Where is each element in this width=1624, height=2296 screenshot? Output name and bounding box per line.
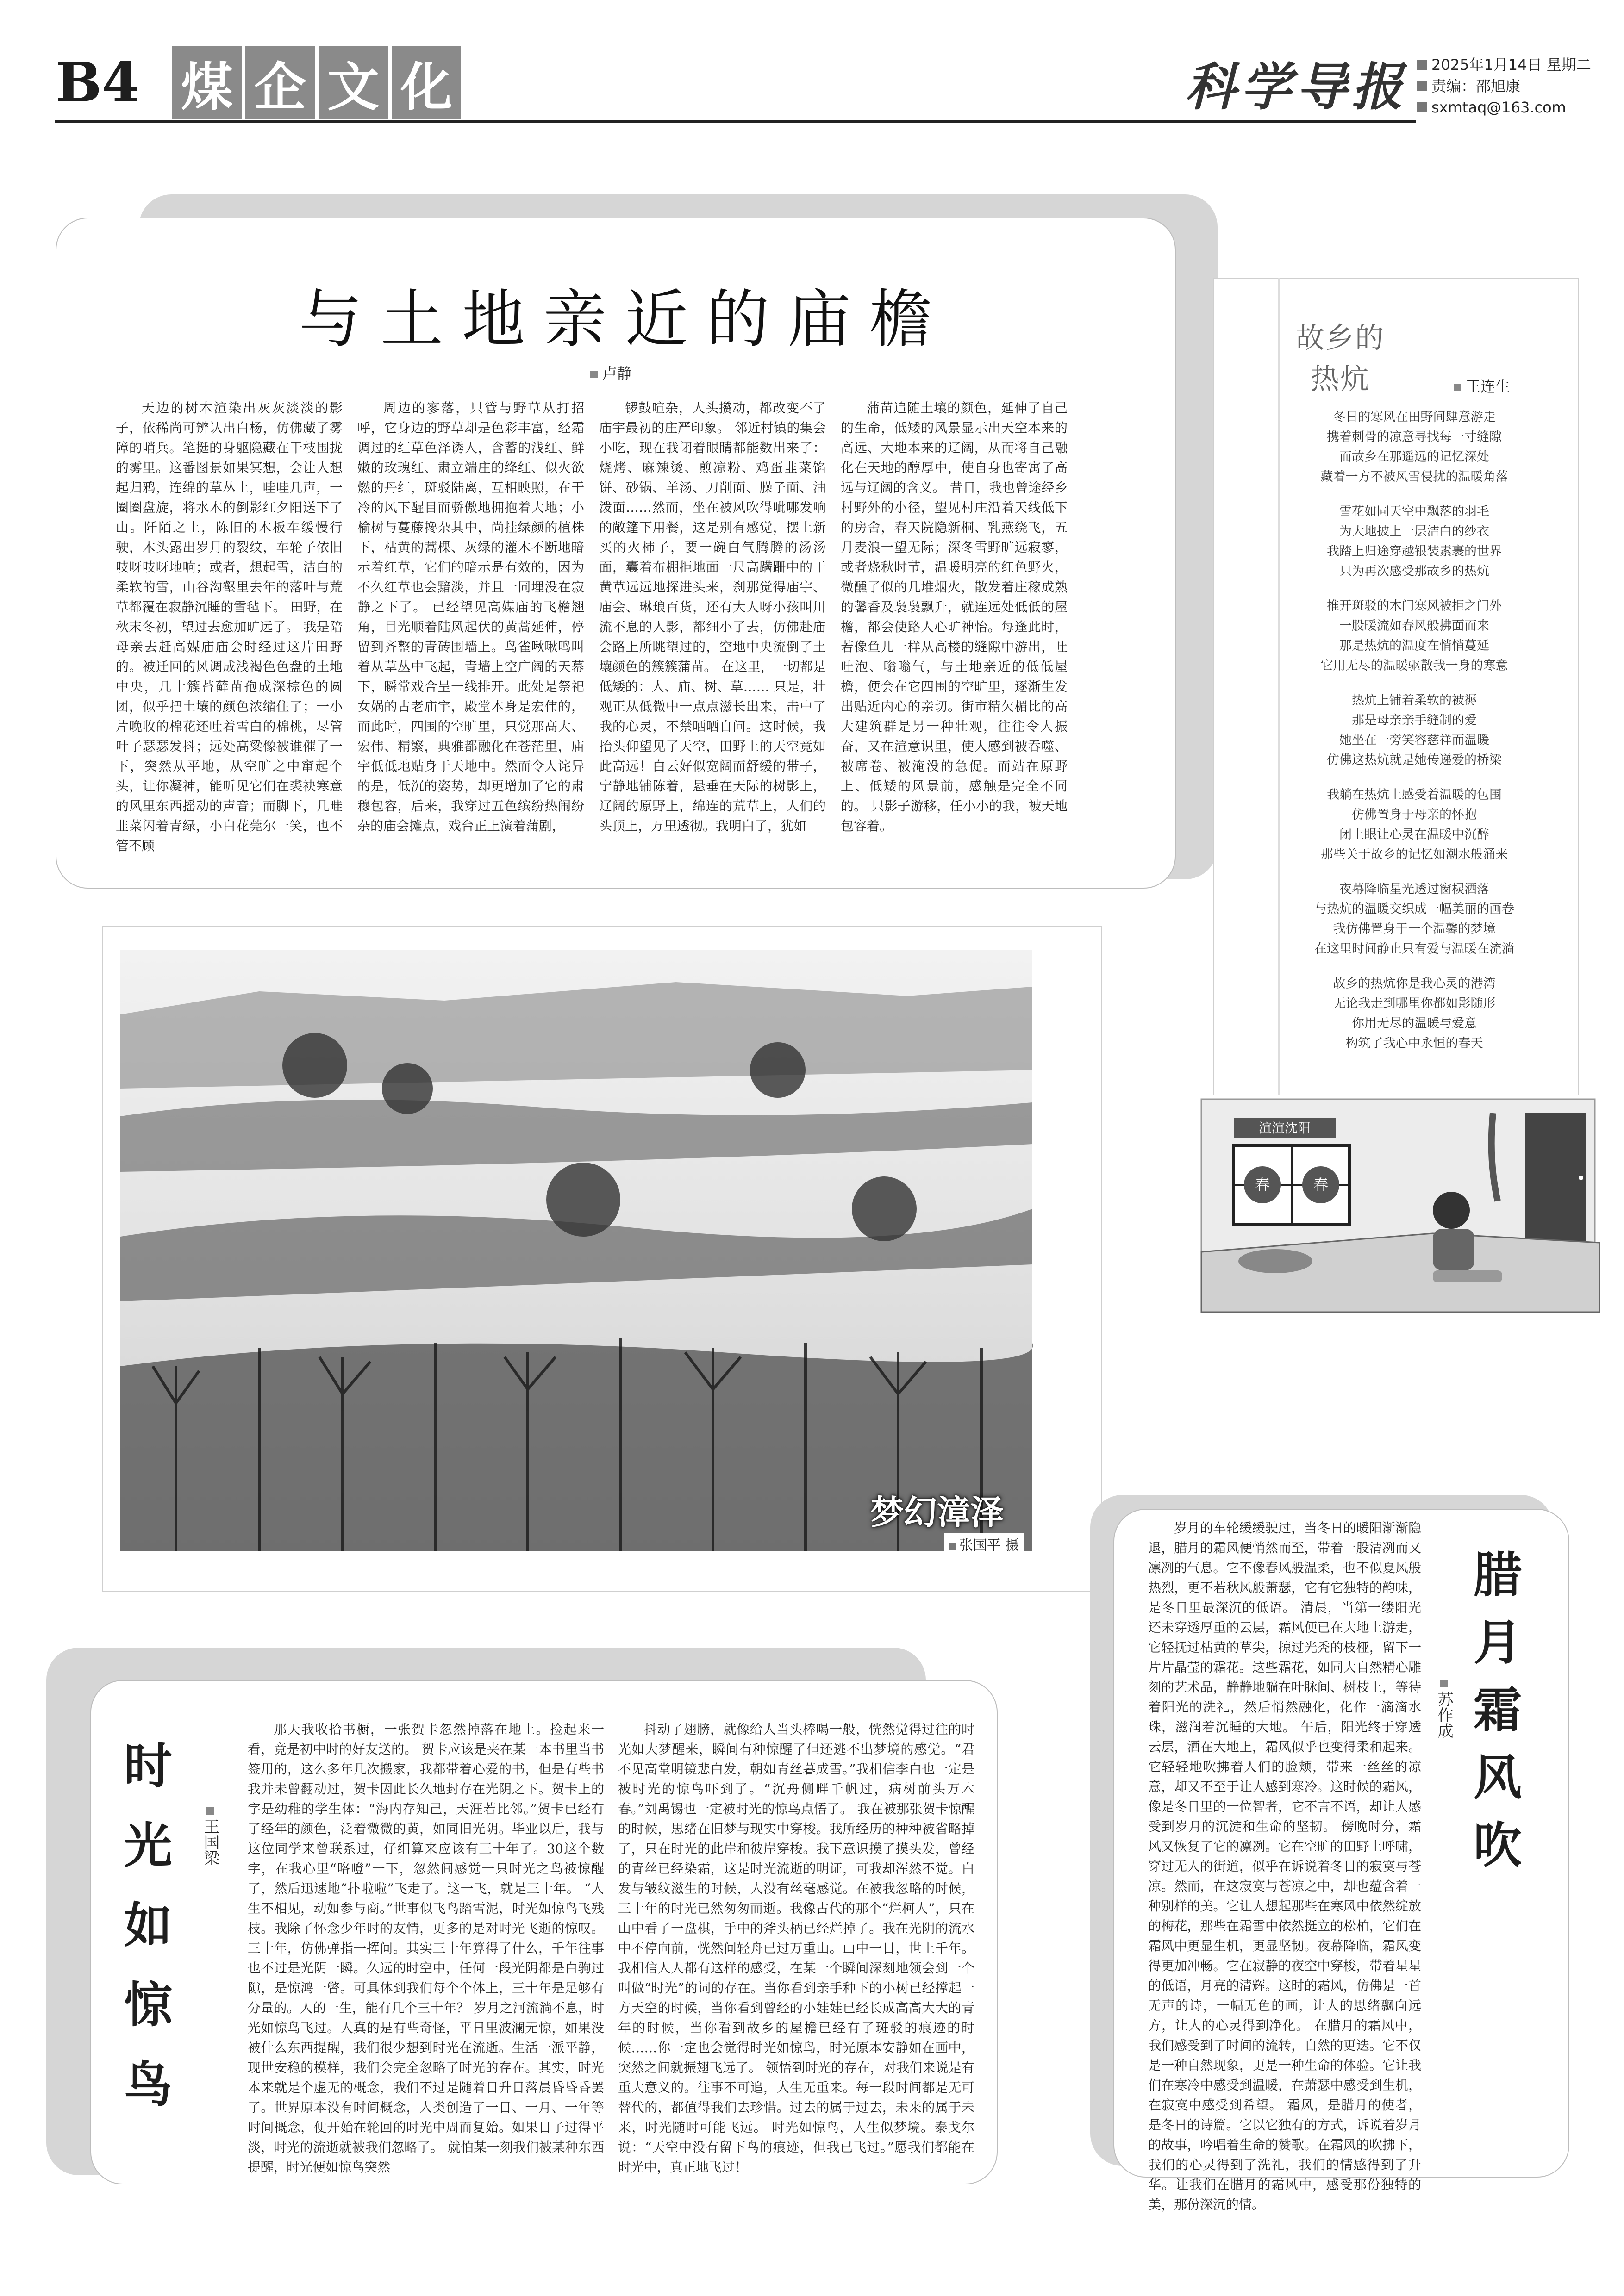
article-column: 蒲苗追随土壤的颜色，延伸了自己的生命，低矮的风景显示出天空本来的高远、大地本来的辽阔，从而将自己融化在天地的醇厚中，使自身也寄寓了高远与辽阔的含义。 昔日，我也曾途经乡村野外的小径，望见村庄沿着天线低下的房舍，春天院隐新桐、乳燕绕飞，五月麦浪一望无际；深冬雪野旷远寂寥，或者烧秋时节，温暖明亮的红色野火，微醺了似的几堆烟火，散发着庄稼成熟的馨香及袅袅飘升，就连远处低低的屋檐，都会使路人心旷神怡。每逢此时，若像鱼儿一样从高楼的缝隙中游出，吐吐泡、嗡嗡气，与土地亲近的低低屋檐，便会在它四围的空旷里，逐渐生发出贴近内心的亲切。街市精欠楣比的高大建筑群是另一种壮观，往往令人振奋，又在渲意识里，使人感到被吞噬、被席卷、被淹没的急促。而站在原野上、低矮的风景前，感触是完全不同的。 只影子游移，任小小的我，被天地包容着。: [841, 400, 1068, 834]
photo-title: 梦幻漳泽: [870, 1493, 1004, 1532]
kang-illustration: [1192, 1095, 1599, 1312]
section-title-char: 煤: [172, 46, 242, 119]
door: [1525, 1113, 1586, 1243]
masthead: 科学导报: [1185, 57, 1407, 117]
page-number: B4: [56, 50, 140, 114]
article-title: 腊 月 霜 风 吹: [1473, 1547, 1522, 1873]
article-byline: 苏作成: [1433, 1680, 1455, 1738]
header-rule: [55, 120, 1416, 123]
poem-divider: [1278, 278, 1280, 1106]
article-column: 周边的寥落，只管与野草从打招呼，它身边的野草却是色彩丰富，经霜调过的红草色泽诱人，含蓄的浅红、鲜嫩的玫瑰红、肃立端庄的绛红、似火欲燃的丹红，斑驳陆离，互相映照，在干冷的风下醒目而骄傲地拥抱着大地；小榆树与蔓藤搀杂其中，尚挂绿颜的植株下，枯黄的蒿棵、灰绿的灌木不断地暗示着红草，它们的暗示是有效的，因为不久红草也会黯淡，并且一同埋没在寂静之下了。 已经望见高媒庙的飞檐翘角，目光顺着陆风起伏的黄蒿延伸，停留到齐整的青砖围墙上。鸟雀啾啾鸣叫着从草丛中飞起，青墙上空广阔的天幕下，瞬常戏合呈一线排开。此处是祭祀女娲的古老庙宇，殿堂本身是宏伟的，而此时，四围的空旷里，只觉那高大、宏伟、精繁，典雅都融化在苍茫里，庙宇低低地贴身于天地中。然而令人诧异的是，低沉的姿势，却更增加了它的肃穆包容，后来，我穿过五色缤纷热闹纷杂的庙会摊点，戏台正上演着蒲剧，: [357, 400, 584, 834]
email-line: sxmtaq@163.com: [1417, 97, 1566, 118]
article-title: 时 光 如 惊 鸟: [124, 1738, 172, 2113]
mother-head: [1433, 1192, 1470, 1229]
poem-stanza: 我躺在热炕上感受着温暖的包围 仿佛置身于母亲的怀抱 闭上眼让心灵在温暖中沉醉 那些关于故乡的记忆如潮水般涌来: [1320, 788, 1508, 862]
poem-title: 故乡的热炕: [1295, 321, 1385, 396]
poem-stanza: 推开斑驳的木门寒风被拒之门外 一股暖流如春风般拂面而来 那是热炕的温度在悄悄蔓延 它用无尽的温暖驱散我一身的寒意: [1320, 599, 1508, 673]
article-title: 与土地亲近的庙檐: [299, 283, 951, 356]
section-title-char: 企: [245, 46, 315, 119]
section-title-char: 化: [392, 46, 461, 119]
article-column: 天边的树木渲染出灰灰淡淡的影子，依稀尚可辨认出白杨，仿佛藏了雾障的哨兵。笔挺的身躯隐藏在干枝围拢的雾里。这番图景如果冥想，会让人想起归鸦，连绵的草丛上，哇哇几声，一圈圈盘旋，将水木的倒影红夕阳送下了山。阡陌之上，陈旧的木板车缓慢行驶，木头露出岁月的裂纹，车轮子依旧吱呀吱呀地响；或者，想起雪，洁白的柔软的雪，山谷沟壑里去年的落叶与荒草都覆在寂静沉睡的雪毡下。 田野，在秋末冬初，望过去愈加旷远了。 我是陪母亲去赶高媒庙庙会时经过这片田野的。被迁回的风调成浅褐色色盘的土地中央，几十簇苔藓苗孢成深棕色的圆团，似乎把土壤的颜色浓缩住了；一小片晚收的棉花还吐着雪白的棉桃，尽管叶子瑟瑟发抖；远处高粱像被谁催了一下，突然从平地，从空旷之中窜起个头，让你凝神，能听见它们在裘袂寒意的风里东西摇动的声音；而脚下，几畦韭菜闪着青绿，小白花莞尔一笑，也不管不顾: [116, 400, 343, 853]
article-column: 抖动了翅膀，就像给人当头棒喝一般，恍然觉得过往的时光如大梦醒来，瞬间有种惊醒了但还逃不出梦境的感觉。“君不见高堂明镜悲白发，朝如青丝暮成雪。”我相信李白也一定是被时光的惊鸟吓到了。“沉舟侧畔千帆过，病树前头万木春。”刘禹锡也一定被时光的惊鸟点悟了。 我在被那张贺卡惊醒的时候，思绪在旧梦与现实中穿梭。我所经历的种种被省略掉了，只在时光的此岸和彼岸穿梭。我下意识摸了摸头发，曾经的青丝已经染霜，这是时光流逝的明证，可我却浑然不觉。白发与皱纹滋生的时候，人没有丝毫感觉。在被我忽略的时候，三十年的时光已然匆匆而逝。我像古代的那个“烂柯人”，只在山中看了一盘棋，手中的斧头柄已经烂掉了。我在光阴的流水中不停向前，恍然间轻舟已过万重山。山中一日，世上千年。 我相信人人都有这样的感受，在某一个瞬间深刻地领会到一个叫做“时光”的词的存在。当你看到亲手种下的小树已经撑起一方天空的时候，当你看到曾经的小娃娃已经长成高高大大的青年的时候，当你看到故乡的屋檐已经有了斑驳的痕迹的时候……你一定也会觉得时光如惊鸟，时光原本安静如在画中，突然之间就振翅飞远了。 领悟到时光的存在，对我们来说是有重大意义的。往事不可追，人生无重来。每一段时间都是无可替代的，都值得我们去珍惜。过去的属于过去，未来的属于未来，时光随时可能飞远。 时光如惊鸟，人生似梦境。泰戈尔说：“天空中没有留下鸟的痕迹，但我已飞过。”愿我们都能在时光中，真正地飞过！: [618, 1722, 974, 2175]
poem-stanza: 冬日的寒风在田野间肆意游走 携着刺骨的凉意寻找每一寸缝隙 而故乡在那遥远的记忆深处 藏着一方不被风雪侵扰的温暖角落: [1320, 410, 1508, 484]
date-line: 2025年1月14日 星期二: [1417, 55, 1591, 75]
mother-body: [1433, 1229, 1474, 1270]
window-char: 春: [1255, 1176, 1270, 1194]
basin: [1238, 1249, 1312, 1273]
article-byline: 王国梁: [199, 1807, 222, 1866]
photo-credit: 张国平 摄: [944, 1533, 1024, 1555]
article-column: 那天我收拾书橱，一张贺卡忽然掉落在地上。捡起来一看，竟是初中时的好友送的。 贺卡应该是夹在某一本书里当书签用的，这么多年几次搬家，我都带着心爱的书，但是有些书我并未曾翻动过，贺卡因此长久地封存在光阴之下。贺卡上的字是幼稚的学生体：“海内存知己，天涯若比邻。”贺卡已经有了经年的颜色，泛着微微的黄，如同旧光阴。毕业以后，我与这位同学来曾联系过，仔细算来应该有三十年了。30这个数字，在我心里“咯噔”一下，忽然间感觉一只时光之鸟被惊醒了，然后迅速地“扑啦啦”飞走了。这一飞，就是三十年。 “人生不相见，动如参与商。”世事似飞鸟踏雪泥，时光如惊鸟飞残枝。我除了怀念少年时的友情，更多的是对时光飞逝的惊叹。三十年，仿佛弹指一挥间。其实三十年算得了什么，千年往事也不过是光阴一瞬。久远的时空中，任何一段光阴都是白驹过隙，是惊鸿一瞥。可具体到我们每个个体上，三十年是足够有分量的。人的一生，能有几个三十年？ 岁月之河流淌不息，时光如惊鸟飞过。人真的是有些奇怪，平日里波澜无惊，如果没被什么东西提醒，我们很少想到时光在流逝。生活一派平静，现世安稳的模样，我们会完全忽略了时光的存在。其实，时光本来就是个虚无的概念，我们不过是随着日升日落晨昏昏昏罢了。世界原本没有时间概念，人类创造了一日、一月、一年等时间概念，便开始在轮回的时光中周而复始。如果日子过得平淡，时光的流逝就被我们忽略了。 就怕某一刻我们被某种东西提醒，时光便如惊鸟突然: [248, 1722, 604, 2175]
poem-stanza: 夜幕降临星光透过窗棂洒落 与热炕的温暖交织成一幅美丽的画卷 我仿佛置身于一个温馨的梦境 在这里时间静止只有爱与温暖在流淌: [1314, 882, 1514, 956]
poem-byline: 王连生: [1454, 375, 1510, 396]
poem-body: [1285, 407, 1544, 1068]
wetland-photo: [120, 950, 1032, 1551]
poem-stanza: 雪花如同天空中飘落的羽毛 为大地披上一层洁白的纱衣 我踏上归途穿越银装素裹的世界 只为再次感受那故乡的热炕: [1327, 504, 1502, 579]
sign-text: 渲渲沈阳: [1258, 1120, 1311, 1136]
article-byline: 卢静: [590, 362, 632, 383]
poem-stanza: 故乡的热炕你是我心灵的港湾 无论我走到哪里你都如影随形 你用无尽的温暖与爱意 构筑了我心中永恒的春天: [1333, 977, 1496, 1051]
section-title-char: 文: [319, 46, 388, 119]
article-column: 锣鼓喧杂，人头攒动，都改变不了庙宇最初的庄严印象。 邻近村镇的集会小吃，现在我闭着眼睛都能数出来了：烧烤、麻辣烫、煎凉粉、鸡蛋韭菜馅饼、砂锅、羊汤、刀削面、臊子面、油泼面……然而，坐在被风吹得呲哪发响的敞篷下用餐，这是别有感觉，摆上新买的火柿子，要一碗白气腾腾的汤汤面，囊着布棚拒地面一尺高蹒跚中的干黄草远远地探进头来，刹那觉得庙宇、庙会、琳琅百货，还有大人呀小孩叫川流不息的人影，都细小了去，仿佛赴庙会路上所眺望过的，空地中央流倒了土壤颜色的簇簇蒲苗。 在这里，一切都是低矮的：人、庙、树、草…… 只是，壮观正从低微中一点点滋长出来，击中了我的心灵，不禁晒晒自问。这时候，我抬头仰望见了天空，田野上的天空竟如此高远！白云好似宽阔而舒缓的带子，宁静地铺陈着，悬垂在天际的树影上，辽阔的原野上，绵连的荒草上，人们的头顶上，万里透彻。我明白了，犹如: [599, 400, 826, 834]
window-char: 春: [1313, 1176, 1329, 1194]
editor-line: 责编：邵旭康: [1417, 76, 1520, 96]
poem-stanza: 热炕上铺着柔软的被褥 那是母亲亲手缝制的爱 她坐在一旁笑容慈祥而温暖 仿佛这热炕就是她传递爱的桥梁: [1327, 693, 1502, 767]
article-column: 岁月的车轮缓缓驶过，当冬日的暖阳渐渐隐退，腊月的霜风便悄然而至，带着一股清冽而又凛冽的气息。它不像春风般温柔，也不似夏风般热烈，更不若秋风般萧瑟，它有它独特的韵味，是冬日里最深沉的低语。 清晨，当第一缕阳光还未穿透厚重的云层，霜风便已在大地上游走，它轻抚过枯黄的草尖，掠过光秃的枝桠，留下一片片晶莹的霜花。这些霜花，如同大自然精心雕刻的艺术品，静静地躺在叶脉间、树枝上，等待着阳光的洗礼，然后悄然融化，化作一滴滴水珠，滋润着沉睡的大地。 午后，阳光终于穿透云层，洒在大地上，霜风似乎也变得柔和起来。它轻轻地吹拂着人们的脸颊，带来一丝丝的凉意，却又不至于让人感到寒冷。这时候的霜风，像是冬日里的一位智者，它不言不语，却让人感受到岁月的沉淀和生命的坚韧。 傍晚时分，霜风又恢复了它的凛冽。它在空旷的田野上呼啸，穿过无人的街道，似乎在诉说着冬日的寂寞与苍凉。然而，在这寂寞与苍凉之中，却也蕴含着一种别样的美。它让人想起那些在寒风中依然绽放的梅花，那些在霜雪中依然挺立的松柏，它们在霜风中更显生机，更显坚韧。夜幕降临，霜风变得更加冲畅。它在寂静的夜空中穿梭，带着星星的低语，月亮的清辉。这时的霜风，仿佛是一首无声的诗，一幅无色的画，让人的思绪飘向远方，让人的心灵得到净化。 在腊月的霜风中，我们感受到了时间的流转，自然的更迭。它不仅是一种自然现象，更是一种生命的体验。它让我们在寒冷中感受到温暖，在萧瑟中感受到生机，在寂寞中感受到希望。 霜风，是腊月的使者，是冬日的诗篇。它以它独有的方式，诉说着岁月的故事，吟唱着生命的赞歌。在霜风的吹拂下，我们的心灵得到了洗礼，我们的情感得到了升华。让我们在腊月的霜风中，感受那份独特的美，那份深沉的情。: [1148, 1520, 1421, 2212]
